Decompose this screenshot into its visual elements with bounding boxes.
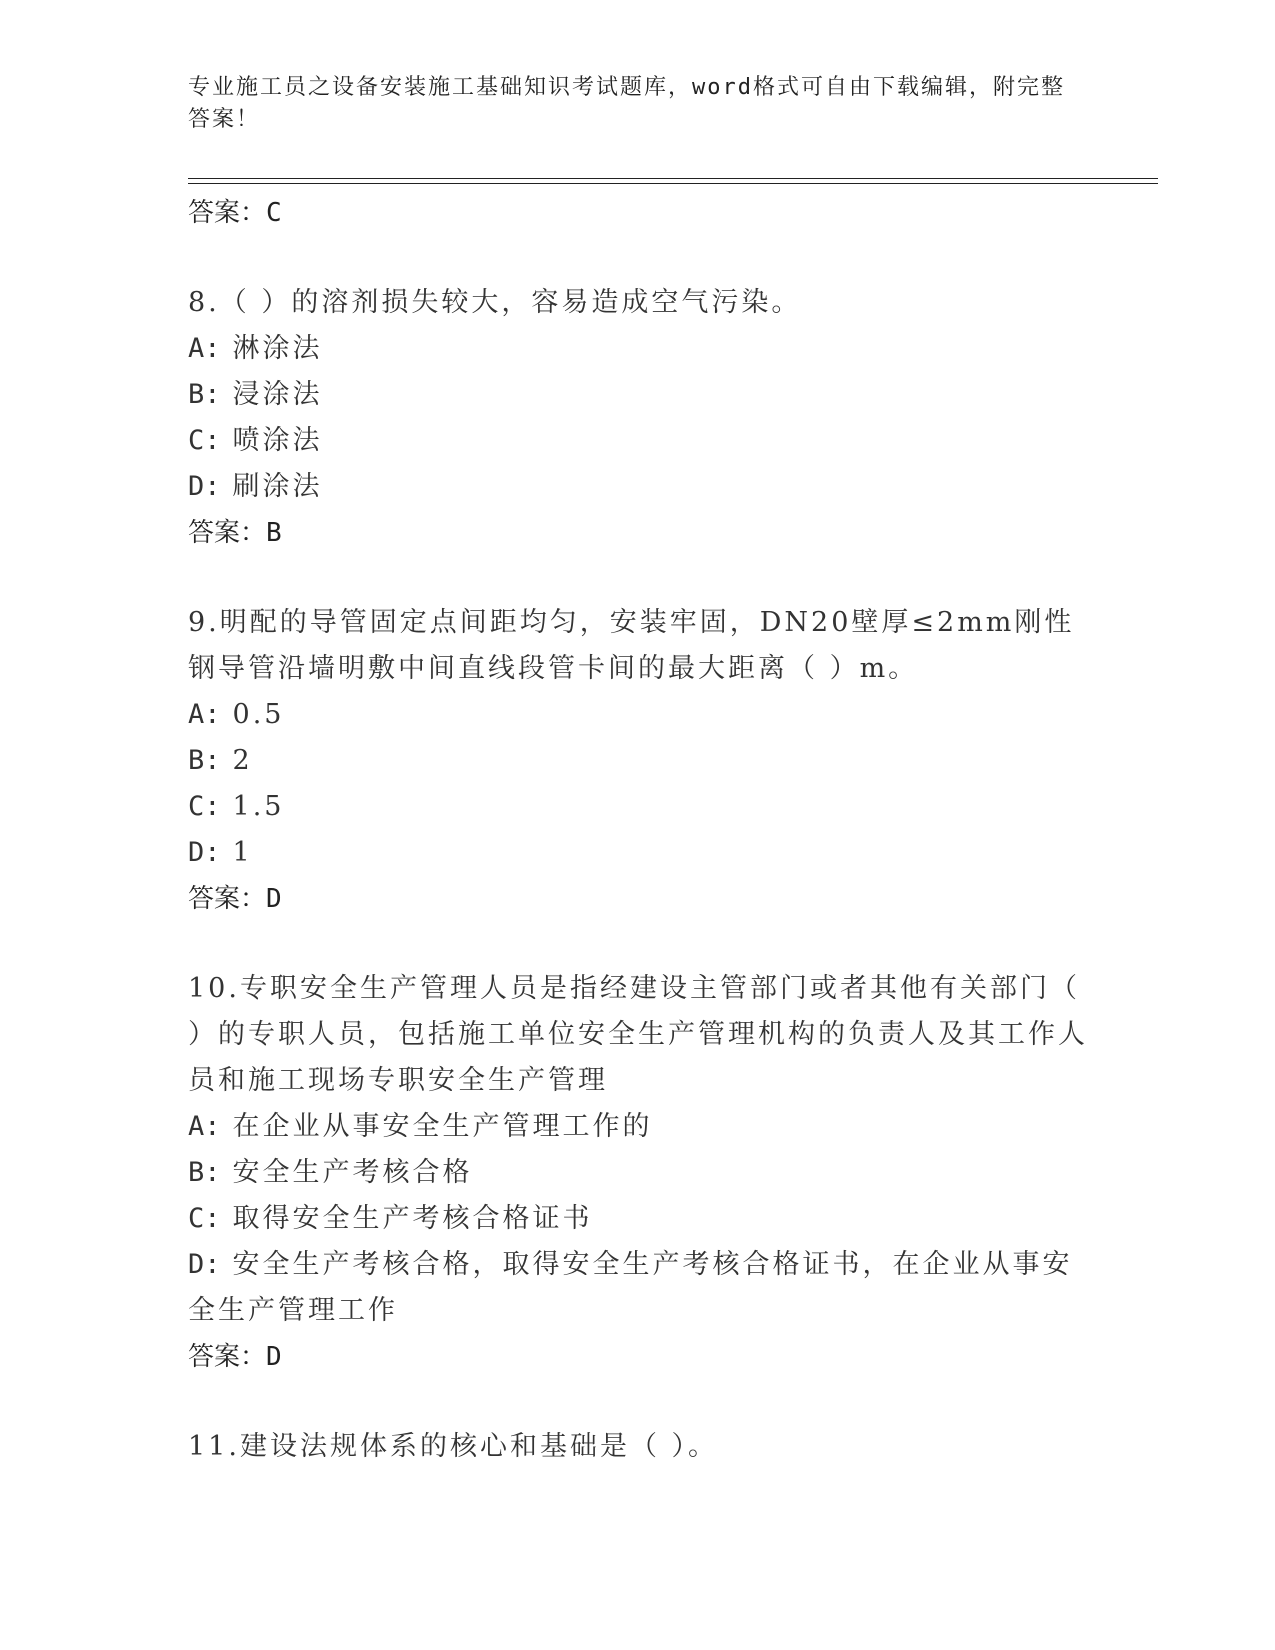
question-11 <box>188 1424 1088 1470</box>
option-letter: D: <box>188 837 221 868</box>
option-letter: B: <box>188 745 221 776</box>
option-letter: B: <box>188 379 221 410</box>
option-text: 刷涂法 <box>232 471 323 502</box>
option-letter: B: <box>188 1157 221 1188</box>
option-letter: A: <box>188 1111 221 1142</box>
question-list <box>188 190 1088 1470</box>
option-c <box>188 418 1088 464</box>
option-letter: C: <box>188 1203 221 1234</box>
option-letter: A: <box>188 699 221 730</box>
option-a <box>188 1104 1088 1150</box>
option-text: 安全生产考核合格，取得安全生产考核合格证书，在企业从事安全生产管理工作 <box>188 1249 1073 1326</box>
option-c <box>188 784 1088 830</box>
answer: 答案：D <box>188 1342 282 1372</box>
option-b <box>188 372 1088 418</box>
question-text: 11.建设法规体系的核心和基础是（ ）。 <box>188 1431 719 1462</box>
header-text: 专业施工员之设备安装施工基础知识考试题库，word格式可自由下载编辑，附完整答案！ <box>188 75 1065 132</box>
question-text: 8.（ ）的溶剂损失较大，容易造成空气污染。 <box>188 287 802 318</box>
header-rule-bottom <box>188 183 1158 184</box>
option-a <box>188 692 1088 738</box>
option-text: 安全生产考核合格 <box>232 1157 473 1188</box>
option-a <box>188 326 1088 372</box>
answer: 答案：B <box>188 518 282 548</box>
option-b <box>188 1150 1088 1196</box>
document-header <box>188 72 1068 136</box>
option-text: 在企业从事安全生产管理工作的 <box>232 1111 653 1142</box>
option-letter: C: <box>188 791 221 822</box>
option-c <box>188 1196 1088 1242</box>
option-letter: A: <box>188 333 221 364</box>
option-text: 浸涂法 <box>232 379 323 410</box>
answer: 答案：D <box>188 884 282 914</box>
option-letter: C: <box>188 425 221 456</box>
option-b <box>188 738 1088 784</box>
question-10 <box>188 966 1088 1380</box>
option-text: 0.5 <box>232 699 285 730</box>
option-letter: D: <box>188 1249 221 1280</box>
header-rule-top <box>188 178 1158 179</box>
question-text: 10.专职安全生产管理人员是指经建设主管部门或者其他有关部门（ ）的专职人员，包括施工单位安全生产管理机构的负责人及其工作人员和施工现场专职安全生产管理 <box>188 973 1088 1096</box>
previous-answer: 答案：C <box>188 198 282 228</box>
option-d <box>188 830 1088 876</box>
option-text: 1 <box>232 837 253 868</box>
question-8 <box>188 280 1088 556</box>
option-text: 淋涂法 <box>232 333 323 364</box>
option-text: 取得安全生产考核合格证书 <box>232 1203 593 1234</box>
question-9 <box>188 600 1088 922</box>
option-text: 1.5 <box>232 791 285 822</box>
option-d <box>188 1242 1088 1334</box>
option-text: 喷涂法 <box>232 425 323 456</box>
option-letter: D: <box>188 471 221 502</box>
question-text: 9.明配的导管固定点间距均匀，安装牢固，DN20壁厚≤2mm刚性钢导管沿墙明敷中间直线段管卡间的最大距离（ ）m。 <box>188 607 1075 684</box>
option-text: 2 <box>232 745 253 776</box>
option-d <box>188 464 1088 510</box>
